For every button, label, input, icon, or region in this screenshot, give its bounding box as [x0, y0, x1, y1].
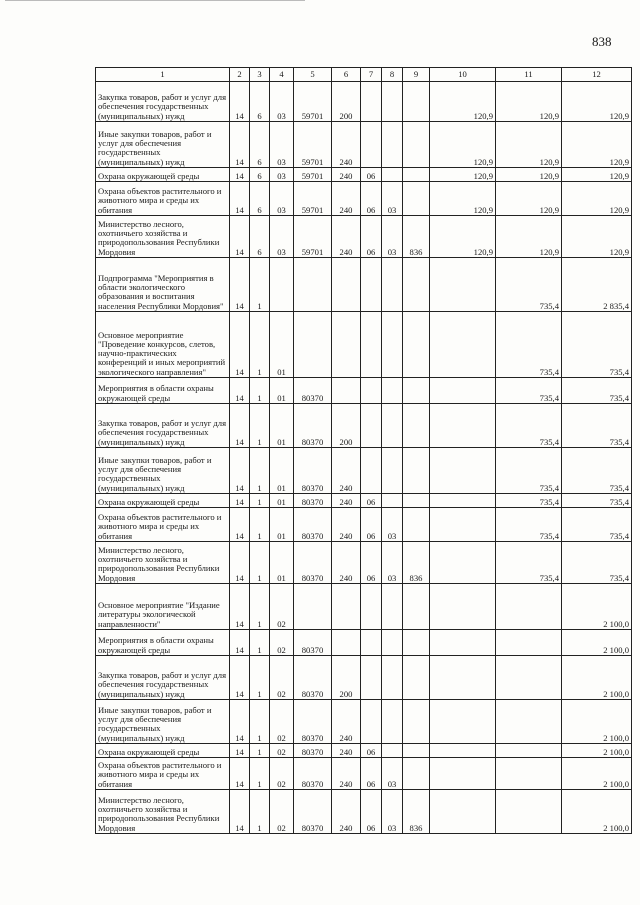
cell-col-4: 01: [270, 494, 294, 508]
cell-col-7: [361, 584, 382, 630]
cell-col-11: [496, 758, 562, 790]
cell-col-11: 735,4: [496, 448, 562, 494]
cell-col-3: 1: [250, 790, 270, 834]
cell-col-6: 200: [332, 82, 361, 122]
cell-col-10: [430, 258, 496, 312]
cell-col-2: 14: [230, 542, 250, 584]
cell-col-12: 120,9: [562, 168, 632, 182]
cell-col-11: 735,4: [496, 508, 562, 542]
cell-col-11: 120,9: [496, 182, 562, 216]
table-row: [96, 448, 632, 494]
cell-col-9: 836: [403, 542, 430, 584]
cell-col-5: 59701: [294, 122, 332, 168]
column-header-9: 9: [403, 68, 430, 82]
cell-col-8: [382, 378, 403, 404]
cell-col-6: 240: [332, 122, 361, 168]
cell-col-11: [496, 630, 562, 656]
cell-col-4: 02: [270, 744, 294, 758]
cell-col-11: 120,9: [496, 122, 562, 168]
cell-col-9: [403, 744, 430, 758]
column-header-11: 11: [496, 68, 562, 82]
cell-col-3: 1: [250, 758, 270, 790]
cell-col-4: 03: [270, 216, 294, 258]
cell-col-7: 06: [361, 790, 382, 834]
row-label-cell: Охрана объектов растительного и животного мира и среды их обитания: [96, 508, 230, 542]
cell-col-3: 1: [250, 542, 270, 584]
cell-col-10: [430, 656, 496, 700]
table-row: [96, 494, 632, 508]
cell-col-6: 240: [332, 448, 361, 494]
cell-col-3: 1: [250, 744, 270, 758]
cell-col-9: 836: [403, 790, 430, 834]
cell-col-6: [332, 630, 361, 656]
row-label-cell: Охрана объектов растительного и животного мира и среды их обитания: [96, 182, 230, 216]
cell-col-5: 80370: [294, 758, 332, 790]
cell-col-7: [361, 258, 382, 312]
cell-col-11: 735,4: [496, 404, 562, 448]
cell-col-8: 03: [382, 216, 403, 258]
cell-col-8: [382, 630, 403, 656]
column-header-8: 8: [382, 68, 403, 82]
cell-col-12: 735,4: [562, 542, 632, 584]
row-label-cell: Охрана объектов растительного и животного мира и среды их обитания: [96, 758, 230, 790]
cell-col-5: 80370: [294, 790, 332, 834]
cell-col-7: [361, 312, 382, 378]
cell-col-5: [294, 312, 332, 378]
cell-col-11: 120,9: [496, 168, 562, 182]
cell-col-6: 240: [332, 758, 361, 790]
cell-col-9: [403, 258, 430, 312]
cell-col-10: [430, 630, 496, 656]
cell-col-4: 03: [270, 122, 294, 168]
cell-col-8: 03: [382, 542, 403, 584]
cell-col-3: 1: [250, 700, 270, 744]
cell-col-5: 80370: [294, 656, 332, 700]
cell-col-3: 1: [250, 258, 270, 312]
cell-col-3: 1: [250, 656, 270, 700]
cell-col-12: 2 835,4: [562, 258, 632, 312]
cell-col-11: [496, 790, 562, 834]
cell-col-9: [403, 312, 430, 378]
table-header-row: [96, 68, 632, 82]
cell-col-2: 14: [230, 216, 250, 258]
table-row: [96, 656, 632, 700]
cell-col-12: 2 100,0: [562, 584, 632, 630]
row-label-cell: Иные закупки товаров, работ и услуг для обеспечения государственных (муниципальных) нужд: [96, 700, 230, 744]
cell-col-2: 14: [230, 494, 250, 508]
cell-col-7: 06: [361, 168, 382, 182]
cell-col-8: [382, 258, 403, 312]
cell-col-3: 1: [250, 584, 270, 630]
cell-col-3: 6: [250, 122, 270, 168]
cell-col-5: 80370: [294, 744, 332, 758]
cell-col-4: 01: [270, 378, 294, 404]
cell-col-6: 240: [332, 700, 361, 744]
cell-col-3: 1: [250, 312, 270, 378]
cell-col-11: 120,9: [496, 82, 562, 122]
cell-col-12: 120,9: [562, 216, 632, 258]
cell-col-5: [294, 584, 332, 630]
cell-col-5: [294, 258, 332, 312]
cell-col-3: 1: [250, 378, 270, 404]
cell-col-7: [361, 656, 382, 700]
cell-col-9: [403, 758, 430, 790]
cell-col-6: 240: [332, 542, 361, 584]
cell-col-5: 80370: [294, 630, 332, 656]
cell-col-11: 735,4: [496, 378, 562, 404]
cell-col-10: [430, 448, 496, 494]
cell-col-5: 80370: [294, 700, 332, 744]
scan-edge-line: [5, 0, 305, 1]
cell-col-2: 14: [230, 82, 250, 122]
row-label-cell: Министерство лесного, охотничьего хозяйства и природопользования Республики Мордовия: [96, 542, 230, 584]
cell-col-4: 02: [270, 700, 294, 744]
cell-col-8: [382, 404, 403, 448]
cell-col-7: 06: [361, 216, 382, 258]
cell-col-2: 14: [230, 744, 250, 758]
cell-col-10: 120,9: [430, 182, 496, 216]
cell-col-6: [332, 258, 361, 312]
cell-col-6: 240: [332, 744, 361, 758]
table-row: [96, 182, 632, 216]
cell-col-5: 59701: [294, 168, 332, 182]
cell-col-2: 14: [230, 122, 250, 168]
cell-col-12: 735,4: [562, 378, 632, 404]
cell-col-6: [332, 378, 361, 404]
cell-col-10: 120,9: [430, 122, 496, 168]
budget-table: [95, 67, 632, 834]
table-row: [96, 744, 632, 758]
cell-col-4: [270, 258, 294, 312]
cell-col-7: [361, 448, 382, 494]
cell-col-4: 01: [270, 542, 294, 584]
cell-col-5: 59701: [294, 182, 332, 216]
table-row: [96, 312, 632, 378]
cell-col-7: 06: [361, 182, 382, 216]
cell-col-2: 14: [230, 258, 250, 312]
cell-col-12: 120,9: [562, 182, 632, 216]
cell-col-12: 2 100,0: [562, 790, 632, 834]
cell-col-12: 2 100,0: [562, 700, 632, 744]
cell-col-11: 735,4: [496, 494, 562, 508]
column-header-3: 3: [250, 68, 270, 82]
cell-col-7: 06: [361, 744, 382, 758]
cell-col-10: [430, 378, 496, 404]
cell-col-10: [430, 542, 496, 584]
cell-col-5: 80370: [294, 508, 332, 542]
cell-col-11: [496, 744, 562, 758]
cell-col-6: 240: [332, 216, 361, 258]
cell-col-10: [430, 508, 496, 542]
column-header-10: 10: [430, 68, 496, 82]
cell-col-4: 02: [270, 656, 294, 700]
row-label-cell: Закупка товаров, работ и услуг для обеспечения государственных (муниципальных) нужд: [96, 404, 230, 448]
cell-col-9: [403, 656, 430, 700]
cell-col-12: 120,9: [562, 82, 632, 122]
cell-col-9: [403, 494, 430, 508]
cell-col-12: 735,4: [562, 508, 632, 542]
row-label-cell: Мероприятия в области охраны окружающей среды: [96, 378, 230, 404]
cell-col-4: 01: [270, 508, 294, 542]
cell-col-7: 06: [361, 758, 382, 790]
row-label-cell: Основное мероприятие "Издание литературы экологической направленности": [96, 584, 230, 630]
cell-col-9: [403, 700, 430, 744]
cell-col-4: 01: [270, 448, 294, 494]
column-header-2: 2: [230, 68, 250, 82]
cell-col-3: 1: [250, 494, 270, 508]
cell-col-5: 59701: [294, 216, 332, 258]
table-row: [96, 700, 632, 744]
table-row: [96, 508, 632, 542]
cell-col-6: 240: [332, 508, 361, 542]
cell-col-2: 14: [230, 448, 250, 494]
cell-col-9: 836: [403, 216, 430, 258]
cell-col-7: [361, 630, 382, 656]
cell-col-5: 80370: [294, 448, 332, 494]
cell-col-2: 14: [230, 378, 250, 404]
cell-col-5: 80370: [294, 542, 332, 584]
cell-col-10: [430, 700, 496, 744]
table-row: [96, 584, 632, 630]
cell-col-9: [403, 448, 430, 494]
cell-col-11: 735,4: [496, 258, 562, 312]
cell-col-7: 06: [361, 494, 382, 508]
row-label-cell: Министерство лесного, охотничьего хозяйства и природопользования Республики Мордовия: [96, 216, 230, 258]
table-row: [96, 542, 632, 584]
row-label-cell: Закупка товаров, работ и услуг для обеспечения государственных (муниципальных) нужд: [96, 656, 230, 700]
cell-col-8: [382, 82, 403, 122]
cell-col-4: 01: [270, 312, 294, 378]
cell-col-8: 03: [382, 790, 403, 834]
cell-col-9: [403, 82, 430, 122]
row-label-cell: Охрана окружающей среды: [96, 168, 230, 182]
page-number: 838: [592, 34, 612, 49]
cell-col-8: 03: [382, 758, 403, 790]
cell-col-4: 02: [270, 790, 294, 834]
cell-col-6: 200: [332, 656, 361, 700]
cell-col-6: 200: [332, 404, 361, 448]
cell-col-2: 14: [230, 312, 250, 378]
cell-col-12: 120,9: [562, 122, 632, 168]
cell-col-8: [382, 494, 403, 508]
cell-col-5: 80370: [294, 378, 332, 404]
cell-col-4: 02: [270, 630, 294, 656]
cell-col-9: [403, 630, 430, 656]
cell-col-6: 240: [332, 494, 361, 508]
cell-col-12: 735,4: [562, 312, 632, 378]
cell-col-12: 735,4: [562, 448, 632, 494]
column-header-4: 4: [270, 68, 294, 82]
row-label-cell: Основное мероприятие "Проведение конкурсов, слетов, научно-практических конференций и иных мероприятий экологического направления": [96, 312, 230, 378]
cell-col-3: 1: [250, 404, 270, 448]
cell-col-9: [403, 508, 430, 542]
cell-col-10: [430, 758, 496, 790]
table-row: [96, 82, 632, 122]
cell-col-10: 120,9: [430, 216, 496, 258]
cell-col-9: [403, 378, 430, 404]
row-label-cell: Министерство лесного, охотничьего хозяйства и природопользования Республики Мордовия: [96, 790, 230, 834]
column-header-1: 1: [96, 68, 230, 82]
cell-col-3: 1: [250, 630, 270, 656]
cell-col-2: 14: [230, 700, 250, 744]
table-row: [96, 630, 632, 656]
cell-col-9: [403, 404, 430, 448]
cell-col-7: [361, 82, 382, 122]
cell-col-12: 735,4: [562, 494, 632, 508]
cell-col-10: [430, 744, 496, 758]
cell-col-10: 120,9: [430, 82, 496, 122]
cell-col-12: 735,4: [562, 404, 632, 448]
column-header-5: 5: [294, 68, 332, 82]
cell-col-3: 1: [250, 448, 270, 494]
table-body: [96, 82, 632, 834]
cell-col-10: 120,9: [430, 168, 496, 182]
cell-col-9: [403, 584, 430, 630]
cell-col-8: [382, 656, 403, 700]
cell-col-4: 03: [270, 182, 294, 216]
cell-col-12: 2 100,0: [562, 656, 632, 700]
cell-col-8: [382, 122, 403, 168]
cell-col-3: 6: [250, 216, 270, 258]
cell-col-6: [332, 584, 361, 630]
cell-col-6: 240: [332, 790, 361, 834]
cell-col-12: 2 100,0: [562, 630, 632, 656]
cell-col-4: 02: [270, 584, 294, 630]
table-row: [96, 790, 632, 834]
cell-col-3: 6: [250, 82, 270, 122]
cell-col-8: [382, 448, 403, 494]
row-label-cell: Иные закупки товаров, работ и услуг для обеспечения государственных (муниципальных) нужд: [96, 122, 230, 168]
row-label-cell: Закупка товаров, работ и услуг для обеспечения государственных (муниципальных) нужд: [96, 82, 230, 122]
cell-col-7: [361, 404, 382, 448]
cell-col-7: 06: [361, 508, 382, 542]
row-label-cell: Охрана окружающей среды: [96, 494, 230, 508]
cell-col-11: [496, 656, 562, 700]
cell-col-8: [382, 700, 403, 744]
table-row: [96, 378, 632, 404]
cell-col-12: 2 100,0: [562, 758, 632, 790]
cell-col-3: 1: [250, 508, 270, 542]
cell-col-3: 6: [250, 182, 270, 216]
cell-col-6: 240: [332, 168, 361, 182]
cell-col-9: [403, 122, 430, 168]
cell-col-10: [430, 494, 496, 508]
column-header-6: 6: [332, 68, 361, 82]
cell-col-11: 735,4: [496, 312, 562, 378]
table-row: [96, 258, 632, 312]
row-label-cell: Охрана окружающей среды: [96, 744, 230, 758]
cell-col-2: 14: [230, 790, 250, 834]
cell-col-2: 14: [230, 630, 250, 656]
row-label-cell: Мероприятия в области охраны окружающей среды: [96, 630, 230, 656]
cell-col-11: [496, 700, 562, 744]
cell-col-5: 80370: [294, 494, 332, 508]
cell-col-2: 14: [230, 182, 250, 216]
cell-col-12: 2 100,0: [562, 744, 632, 758]
cell-col-5: 59701: [294, 82, 332, 122]
cell-col-2: 14: [230, 404, 250, 448]
row-label-cell: Подпрограмма "Мероприятия в области экологического образования и воспитания населения Республики Мордовия": [96, 258, 230, 312]
column-header-7: 7: [361, 68, 382, 82]
cell-col-3: 6: [250, 168, 270, 182]
cell-col-6: [332, 312, 361, 378]
cell-col-11: 120,9: [496, 216, 562, 258]
table-row: [96, 758, 632, 790]
table-row: [96, 216, 632, 258]
column-header-12: 12: [562, 68, 632, 82]
cell-col-7: [361, 122, 382, 168]
cell-col-4: 03: [270, 82, 294, 122]
cell-col-11: 735,4: [496, 542, 562, 584]
cell-col-8: 03: [382, 182, 403, 216]
cell-col-9: [403, 168, 430, 182]
cell-col-8: [382, 744, 403, 758]
cell-col-8: [382, 312, 403, 378]
table-row: [96, 404, 632, 448]
cell-col-10: [430, 790, 496, 834]
cell-col-7: [361, 378, 382, 404]
table-row: [96, 168, 632, 182]
cell-col-2: 14: [230, 656, 250, 700]
cell-col-2: 14: [230, 758, 250, 790]
cell-col-4: 02: [270, 758, 294, 790]
cell-col-5: 80370: [294, 404, 332, 448]
cell-col-10: [430, 584, 496, 630]
cell-col-9: [403, 182, 430, 216]
cell-col-11: [496, 584, 562, 630]
cell-col-4: 01: [270, 404, 294, 448]
cell-col-10: [430, 404, 496, 448]
cell-col-6: 240: [332, 182, 361, 216]
cell-col-2: 14: [230, 168, 250, 182]
cell-col-10: [430, 312, 496, 378]
cell-col-2: 14: [230, 584, 250, 630]
cell-col-4: 03: [270, 168, 294, 182]
cell-col-2: 14: [230, 508, 250, 542]
cell-col-7: [361, 700, 382, 744]
cell-col-8: [382, 168, 403, 182]
row-label-cell: Иные закупки товаров, работ и услуг для обеспечения государственных (муниципальных) нужд: [96, 448, 230, 494]
table-row: [96, 122, 632, 168]
cell-col-8: 03: [382, 508, 403, 542]
cell-col-7: 06: [361, 542, 382, 584]
cell-col-8: [382, 584, 403, 630]
